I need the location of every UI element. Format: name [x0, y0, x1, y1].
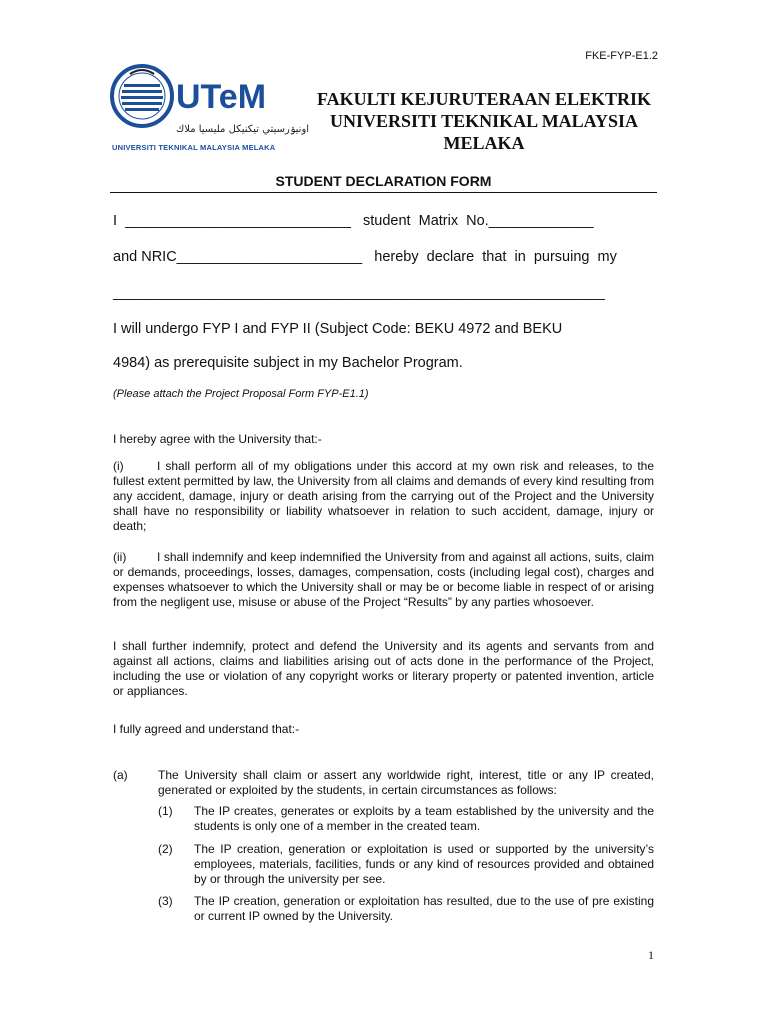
- sub-3-number: (3): [158, 894, 173, 908]
- field-line-nric: [113, 248, 657, 266]
- matrix-label: student Matrix No.: [363, 213, 489, 229]
- logo-jawi: اونيۏرسيتي تيكنيكل مليسيا ملاك: [176, 124, 310, 135]
- form-title: STUDENT DECLARATION FORM: [275, 173, 492, 189]
- header-line-2: UNIVERSITI TEKNIKAL MALAYSIA: [329, 111, 639, 131]
- nric-field[interactable]: _______________________: [176, 249, 363, 265]
- sub-3-text: The IP creation, generation or exploitation has resulted, due to the use of pre existing or current IP owned by the University.: [194, 894, 654, 923]
- page-number: 1: [648, 948, 654, 962]
- clause-ii-number: (ii): [113, 550, 127, 564]
- name-field[interactable]: ____________________________: [125, 213, 351, 229]
- declaration-line-2: 4984) as prerequisite subject in my Bachelor Program.: [113, 355, 463, 371]
- point-a-text: The University shall claim or assert any worldwide right, interest, title or any IP created, generated or exploited by the students, in certain circumstances as follows:: [158, 768, 654, 797]
- logo-word: UTeM: [176, 78, 267, 116]
- declaration-line-1: I will undergo FYP I and FYP II (Subject Code: BEKU 4972 and BEKU: [113, 321, 563, 337]
- header-line-3: MELAKA: [443, 133, 525, 153]
- title-rule: [110, 192, 657, 193]
- clause-i: [113, 459, 654, 534]
- nric-label: and NRIC: [113, 249, 177, 265]
- header-line-1: FAKULTI KEJURUTERAAN ELEKTRIK: [316, 89, 652, 109]
- sub-2-text: The IP creation, generation or exploitation is used or supported by the university’s employees, materials, facilities, funds or any kind of resources provided and obtained by or through the university per see.: [194, 842, 654, 886]
- form-code: FKE-FYP-E1.2: [585, 50, 658, 62]
- logo-caption: UNIVERSITI TEKNIKAL MALAYSIA MELAKA: [112, 143, 276, 152]
- sub-2-number: (2): [158, 842, 173, 856]
- field-line-name: [113, 212, 657, 230]
- indemnify-paragraph: I shall further indemnify, protect and defend the University and its agents and servants from and against all actions, claims and liabilities arising out of acts done in the performance of the Project, including the use or violation of any copyright works or literary property or patented invention, article or appliances.: [113, 639, 654, 698]
- attachment-note: (Please attach the Project Proposal Form FYP-E1.1): [113, 388, 369, 400]
- sub-1-text: The IP creates, generates or exploits by a team established by the university and the students is only one of a member in the created team.: [194, 804, 654, 833]
- clause-ii-text: I shall indemnify and keep indemnified the University from and against all actions, suits, claim or demands, proceedings, losses, damages, compensation, costs (including legal cost), charges and expenses whatsoever to which the University shall or may be or become liable in respect of or arising from the negligent use, misuse or abuse of the Project “Results” by any parties whosoever.: [113, 550, 654, 609]
- point-a-label: (a): [113, 768, 128, 782]
- name-prefix: I: [113, 213, 118, 229]
- declare-text: hereby declare that in pursuing my: [374, 249, 617, 265]
- logo-emblem: [112, 66, 172, 126]
- matrix-field[interactable]: _____________: [488, 213, 594, 229]
- sub-1-number: (1): [158, 804, 173, 818]
- faculty-header: [300, 88, 668, 154]
- clause-i-text: I shall perform all of my obligations under this accord at my own risk and releases, to the fullest extent permitted by law, the University from all claims and demands of every kind resulting from any accident, damage, injury or death arising from the carrying out of the Project and the University shall have no responsibility or liability whatsoever in relation to such accident, damage, injury or death;: [113, 459, 654, 533]
- agree-intro: I hereby agree with the University that:-: [113, 432, 322, 446]
- understand-intro: I fully agreed and understand that:-: [113, 722, 300, 736]
- program-field[interactable]: _____________________________________________________________: [113, 285, 605, 301]
- clause-i-number: (i): [113, 459, 124, 473]
- clause-ii: [113, 550, 654, 610]
- utem-logo: [110, 60, 310, 155]
